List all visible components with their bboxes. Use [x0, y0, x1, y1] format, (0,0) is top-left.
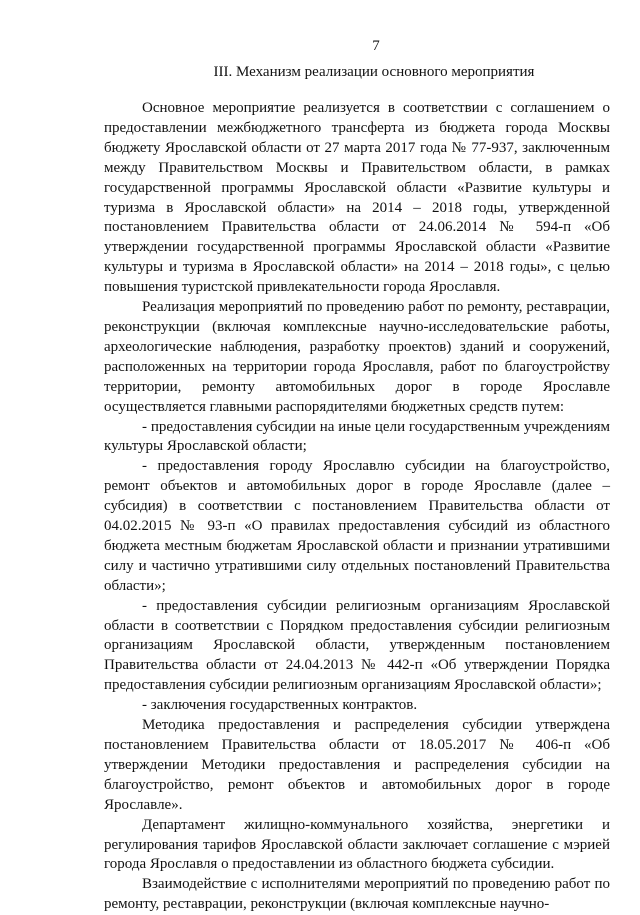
section-title: III. Механизм реализации основного мероприятия — [213, 64, 535, 80]
list-item-religious-subsidy: - предоставления субсидии религиозным организациям Ярославской области в соответствии с Порядком предоставления субсидии религиозным организациям Ярославской области, утвержденным постановлением Правительства области от 24.04.2013 № 442-п «Об утверждении Порядка предоставления субсидии религиозным организациям Ярославской области»; — [104, 597, 610, 694]
paragraph-interaction: Взаимодействие с исполнителями мероприятий по проведению работ по ремонту, реставрации, реконструкции (включая комплексные научно- — [104, 876, 610, 913]
document-page — [104, 36, 610, 915]
paragraph-legal-basis: Основное мероприятие реализуется в соответствии с соглашением о предоставлении межбюджетного трансферта из бюджета города Москвы бюджету Ярославской области от 27 марта 2017 года № 77-937, заключенным между Правительством Москвы и Правительством области, в рамках государственной программы Ярославской области «Развитие культуры и туризма в Ярославской области» на 2014 – 2018 годы, утвержденной постановлением Правительства области от 24.06.2014 № 594-п «Об утверждении государственной программы Ярославской области «Развитие культуры и туризма в Ярославской области» на 2014 – 2018 годы», с целью повышения туристской привлекательности города Ярославля. — [104, 100, 610, 296]
list-item-city-subsidy: - предоставления городу Ярославлю субсидии на благоустройство, ремонт объектов и автомобильных дорог в городе Ярославле (далее – субсидия) в соответствии с постановлением Правительства области от 04.02.2015 № 93-п «О правилах предоставления субсидий из областного бюджета местным бюджетам Ярославской области и признании утратившими силу и частично утратившими силу отдельных постановлений Правительства области»; — [104, 458, 610, 594]
paragraph-implementation: Реализация мероприятий по проведению работ по ремонту, реставрации, реконструкции (включая комплексные научно-исследовательские работы, археологические наблюдения, разработку проектов) зданий и сооружений, расположенных на территории города Ярославля, работ по благоустройству территории, ремонту автомобильных дорог в городе Ярославле осуществляется главными распорядителями бюджетных средств путем: — [104, 299, 610, 415]
list-item-contracts: - заключения государственных контрактов. — [142, 697, 418, 714]
paragraph-methodology: Методика предоставления и распределения субсидии утверждена постановлением Правительства области от 18.05.2017 № 406-п «Об утверждении Методики предоставления и распределения субсидии на благоустройство, ремонт объектов и автомобильных дорог в городе Ярославле». — [104, 717, 610, 813]
paragraph-department-agreement: Департамент жилищно-коммунального хозяйства, энергетики и регулирования тарифов Ярославской области заключает соглашение с мэрией города Ярославля о предоставлении из областного бюджета субсидии. — [104, 816, 610, 873]
list-item-culture-subsidy: - предоставления субсидии на иные цели государственным учреждениям культуры Ярославской области; — [104, 418, 610, 455]
page-number: 7 — [372, 38, 380, 54]
